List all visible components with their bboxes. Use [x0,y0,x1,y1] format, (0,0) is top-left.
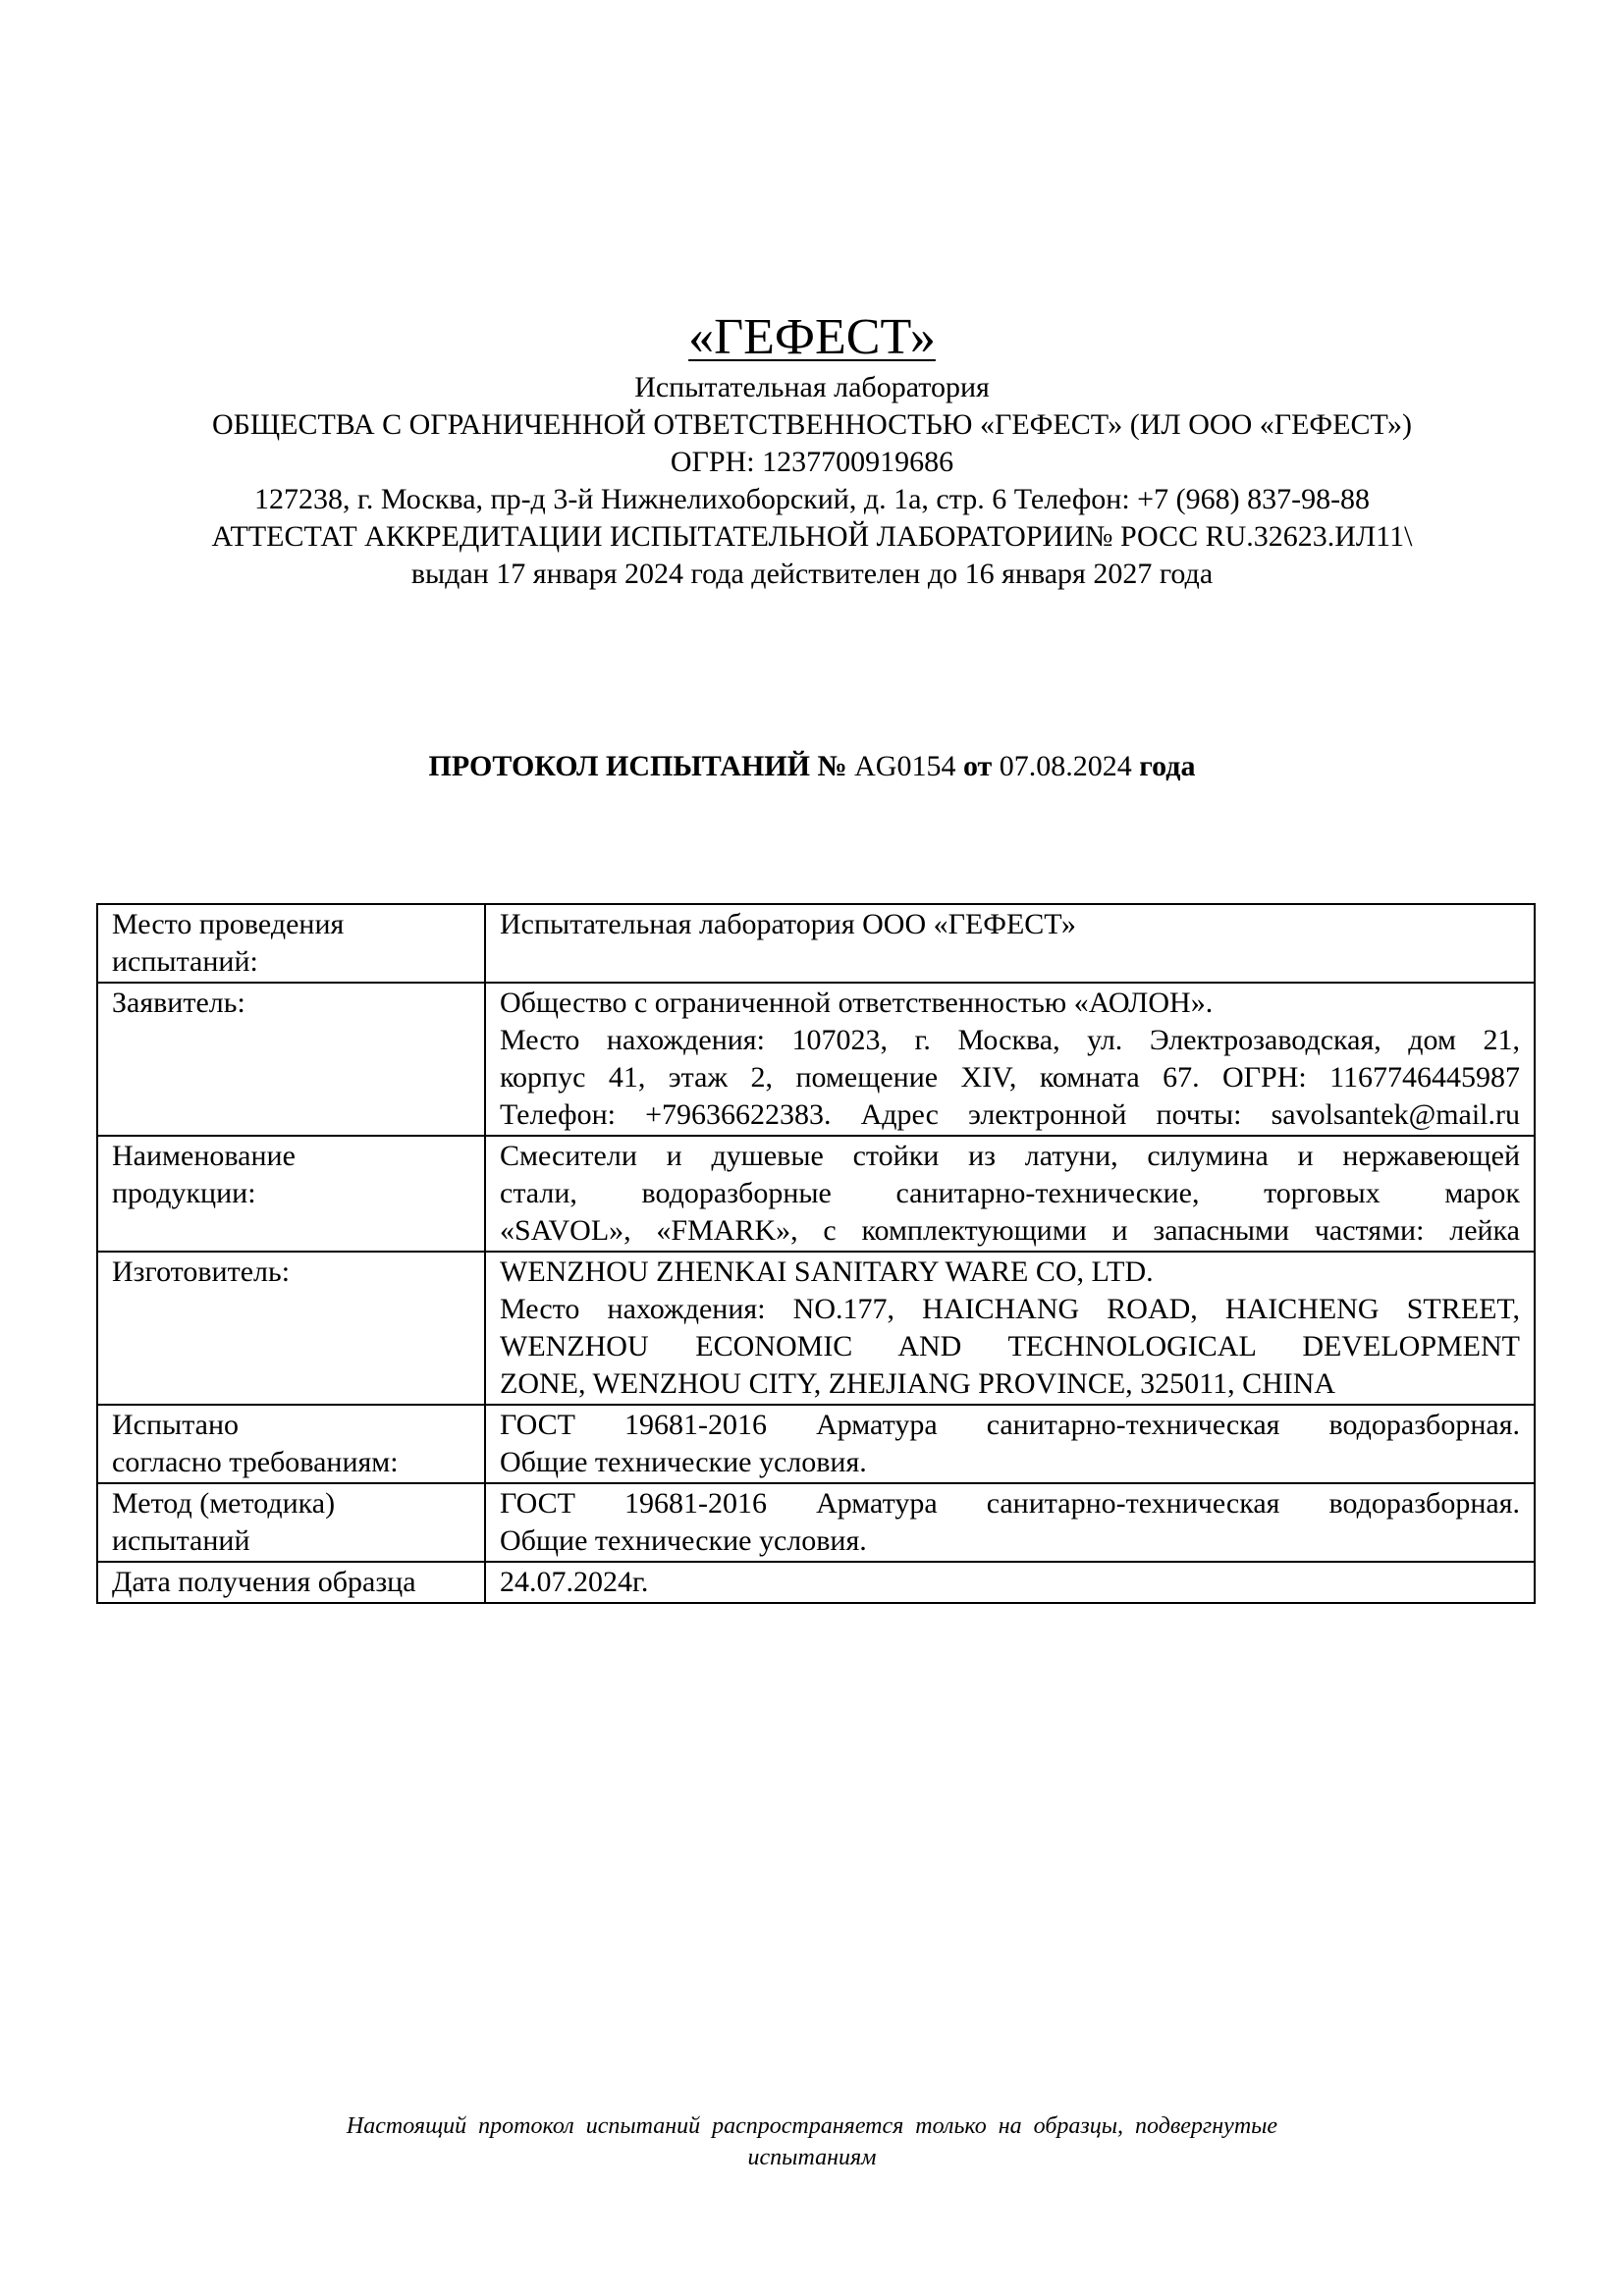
value-line: Место нахождения: 107023, г. Москва, ул. Электрозаводская, дом 21, [500,1024,1520,1056]
footer-note [0,2110,1624,2173]
value-line: стали, водоразборные санитарно-технические, торговых марок [500,1177,1520,1209]
row-label-product-name [97,1136,485,1252]
lab-address: 127238, г. Москва, пр-д 3-й Нижнелихоборский, д. 1а, стр. 6 Телефон: +7 (968) 837-98-88 [253,483,1371,515]
row-value-test-location [485,904,1535,983]
protocol-number: AG0154 [854,750,956,782]
row-value-manufacturer [485,1252,1535,1405]
table-row [97,1483,1535,1562]
label-line: испытаний: [112,945,258,978]
value-line: ГОСТ 19681-2016 Арматура санитарно-техническая водоразборная. [500,1409,1520,1441]
row-value-applicant [485,983,1535,1136]
label-line: Метод (методика) [112,1487,336,1520]
label-line: испытаний [112,1524,250,1557]
accreditation-validity: выдан 17 января 2024 года действителен до 16 января 2027 года [410,558,1214,590]
table-row [97,1136,1535,1252]
value-line: корпус 41, этаж 2, помещение XIV, комната 67. ОГРН: 1167746445987 [500,1061,1520,1094]
value-line: Испытательная лаборатория ООО «ГЕФЕСТ» [500,908,1076,940]
value-line: ГОСТ 19681-2016 Арматура санитарно-техническая водоразборная. [500,1487,1520,1520]
lab-organization: ОБЩЕСТВА С ОГРАНИЧЕННОЙ ОТВЕТСТВЕННОСТЬЮ «ГЕФЕСТ» (ИЛ ООО «ГЕФЕСТ») [211,408,1413,441]
table-row [97,1252,1535,1405]
footer-line-1: Настоящий протокол испытаний распространяется только на образцы, подвергнутые [346,2113,1278,2139]
row-label-sample-received-date [97,1562,485,1603]
footer-line-2: испытаниям [747,2145,877,2170]
value-line: WENZHOU ECONOMIC AND TECHNOLOGICAL DEVELOPMENT [500,1330,1520,1362]
value-line: ZONE, WENZHOU CITY, ZHEJIANG PROVINCE, 325011, CHINA [500,1367,1336,1400]
value-line: Общие технические условия. [500,1446,867,1478]
row-value-sample-received-date [485,1562,1535,1603]
protocol-date: 07.08.2024 [999,750,1132,782]
label-line: Место проведения [112,908,345,940]
value-line: Смесители и душевые стойки из латуни, силумина и нержавеющей [500,1140,1520,1172]
label-line: Испытано [112,1409,240,1441]
table-row [97,1405,1535,1483]
value-line: 24.07.2024г. [500,1566,649,1598]
protocol-from-word: от [962,750,993,782]
label-line: Дата получения образца [112,1566,416,1598]
label-line: продукции: [112,1177,256,1209]
protocol-suffix: года [1139,750,1196,782]
table-row [97,904,1535,983]
protocol-info-table [96,903,1536,1604]
label-line: Изготовитель: [112,1255,291,1288]
value-line: Общие технические условия. [500,1524,867,1557]
label-line: Наименование [112,1140,296,1172]
row-value-test-method [485,1483,1535,1562]
row-label-tested-requirements [97,1405,485,1483]
value-line: Место нахождения: NO.177, HAICHANG ROAD, HAICHENG STREET, [500,1293,1520,1325]
row-label-test-method [97,1483,485,1562]
lab-type: Испытательная лаборатория [634,371,990,403]
label-line: Заявитель: [112,987,245,1019]
table-row [97,983,1535,1136]
value-line: WENZHOU ZHENKAI SANITARY WARE CO, LTD. [500,1255,1154,1288]
row-value-tested-requirements [485,1405,1535,1483]
value-line: Телефон: +79636622383. Адрес электронной почты: savolsantek@mail.ru [500,1098,1520,1131]
row-value-product-name [485,1136,1535,1252]
lab-ogrn: ОГРН: 1237700919686 [670,446,954,478]
lab-brand-name: «ГЕФЕСТ» [688,309,936,365]
value-line: «SAVOL», «FMARK», с комплектующими и запасными частями: лейка [500,1214,1520,1247]
row-label-manufacturer [97,1252,485,1405]
label-line: согласно требованиям: [112,1446,399,1478]
protocol-prefix: ПРОТОКОЛ ИСПЫТАНИЙ № [428,750,847,782]
protocol-title [0,748,1624,785]
table-row [97,1562,1535,1603]
accreditation-certificate: АТТЕСТАТ АККРЕДИТАЦИИ ИСПЫТАТЕЛЬНОЙ ЛАБОРАТОРИИ№ РОСС RU.32623.ИЛ11\ [211,520,1413,553]
lab-header [0,306,1624,593]
row-label-applicant [97,983,485,1136]
value-line: Общество с ограниченной ответственностью «АОЛОН». [500,987,1214,1019]
row-label-test-location [97,904,485,983]
